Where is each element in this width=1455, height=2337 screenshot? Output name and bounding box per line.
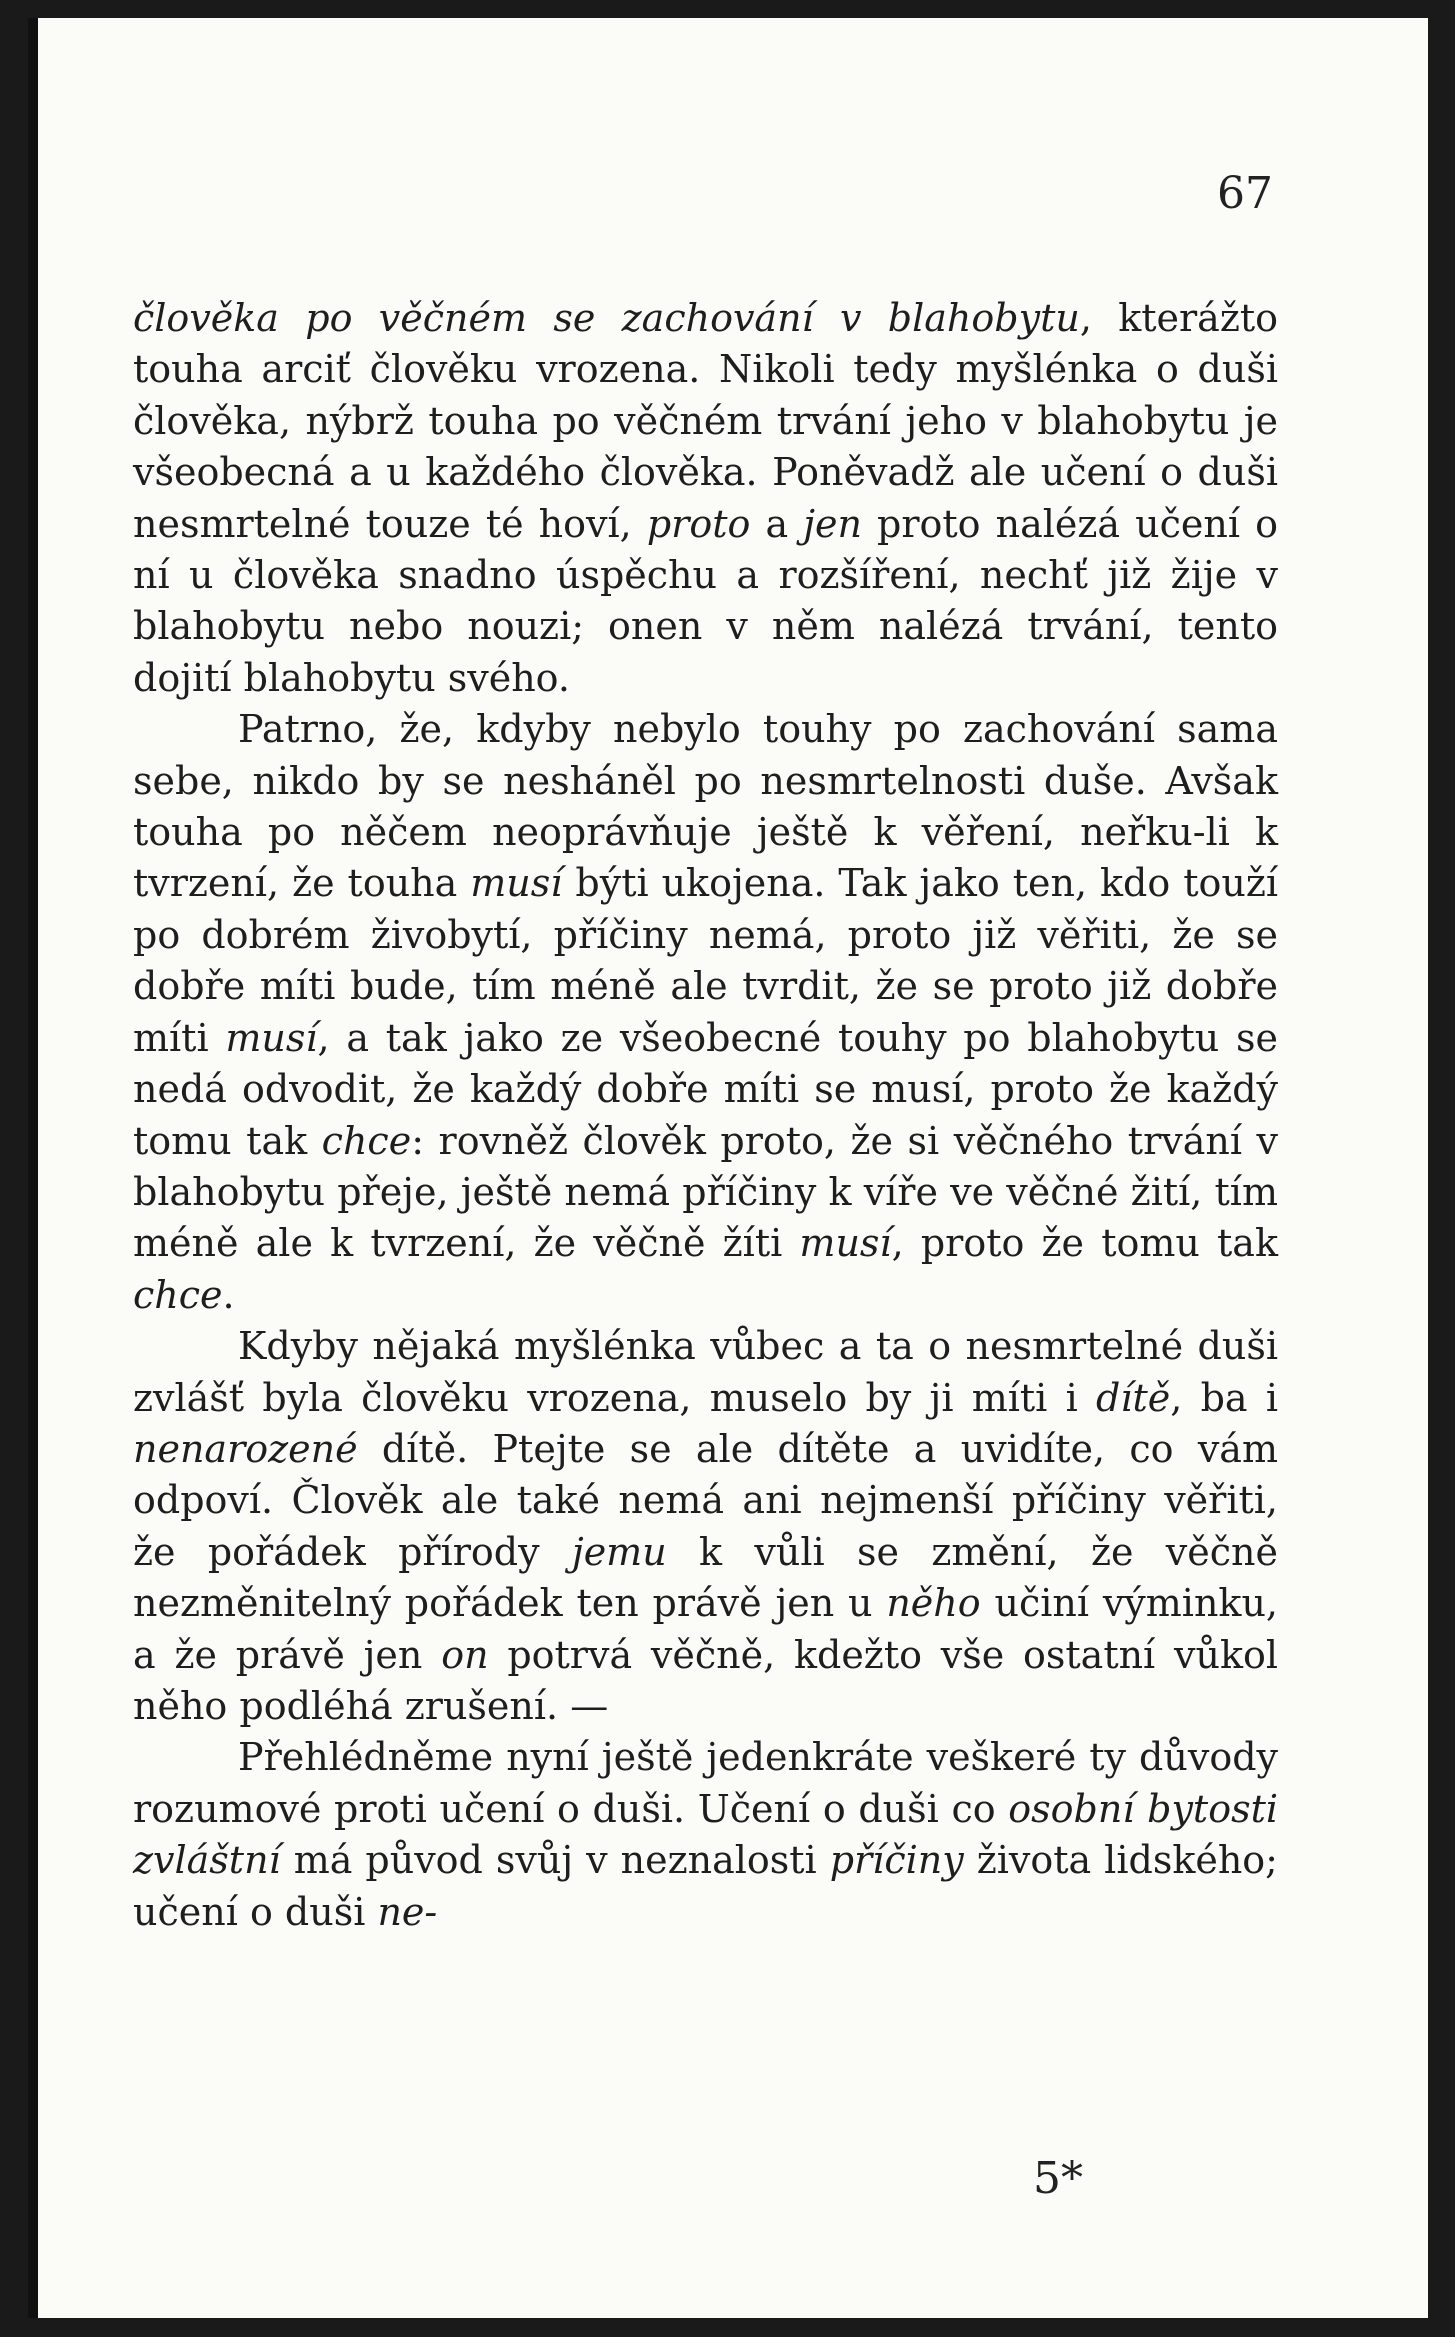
- italic-text: chce: [321, 1118, 412, 1163]
- paragraph: [133, 293, 1278, 704]
- italic-text: člověka po věčném se zachování v blahobytu: [133, 296, 1080, 340]
- text-run: dítě. Ptejte se ale dítěte a uvidíte, co vám odpoví. Člověk ale také nemá ani nejmenší příčiny věřiti, že pořádek přírody: [133, 1426, 1278, 1574]
- italic-text: osobní bytosti zvláštní: [133, 1786, 1278, 1883]
- text-run: proto nalézá učení o ní u člověka snadno úspěchu a rozšíření, nechť již žije v blahobytu nebo nouzi; onen v něm nalézá trvání, tento dojití blahobytu svého.: [133, 501, 1278, 700]
- text-run: , proto že tomu tak: [891, 1221, 1278, 1266]
- page-edge-rule: [28, 18, 38, 2318]
- italic-text: jemu: [571, 1529, 667, 1574]
- text-run: Přehlédněme nyní ještě jedenkráte veškeré ty důvody rozumové proti učení o duši. Učení o duši co: [133, 1735, 1278, 1831]
- italic-text: něho: [886, 1581, 981, 1626]
- text-run: učiní výminku, a že právě jen: [133, 1581, 1279, 1677]
- italic-text: dítě: [1096, 1375, 1171, 1420]
- text-run: .: [222, 1272, 235, 1317]
- text-run: Patrno, že, kdyby nebylo touhy po zachování sama sebe, nikdo by se nesháněl po nesmrtelnosti duše. Avšak touha po něčem neoprávňuje ještě k věření, neřku-li k tvrzení, že touha: [133, 707, 1278, 906]
- italic-text: musí: [799, 1221, 892, 1266]
- page-number: 67: [1217, 168, 1273, 219]
- text-run: života lidského; učení o duši: [133, 1838, 1278, 1934]
- italic-text: příčiny: [829, 1838, 964, 1883]
- italic-text: chce: [133, 1272, 223, 1317]
- text-run: a: [750, 501, 804, 546]
- italic-text: jen: [803, 501, 862, 546]
- text-run: , kterážto touha arciť člověku vrozena. Nikoli tedy myšlénka o duši člověka, nýbrž touha po věčném trvání jeho v blahobytu je všeobecná a u každého člověka. Poněvadž ale učení o duši nesmrtelné touze té hoví,: [133, 296, 1278, 546]
- italic-text: proto: [646, 501, 751, 546]
- italic-text: ne-: [377, 1889, 438, 1934]
- book-page: [28, 18, 1428, 2318]
- text-run: k vůli se změní, že věčně nezměnitelný pořádek ten právě jen u: [133, 1529, 1278, 1626]
- text-run: má původ svůj v neznalosti: [280, 1838, 830, 1883]
- body-text: [133, 293, 1278, 1938]
- italic-text: musí: [470, 861, 563, 906]
- text-run: : rovněž člověk proto, že si věčného trvání v blahobytu přeje, ještě nemá příčiny k víře ve věčné žití, tím méně ale k tvrzení, že věčně žíti: [133, 1118, 1278, 1266]
- text-run: býti ukojena. Tak jako ten, kdo touží po dobrém živobytí, příčiny nemá, proto již věřiti, že se dobře míti bude, tím méně ale tvrdit, že se proto již dobře míti: [133, 861, 1278, 1060]
- signature-mark: 5*: [1033, 2153, 1083, 2204]
- paragraph: [133, 704, 1278, 1321]
- italic-text: nenarozené: [133, 1426, 358, 1471]
- italic-text: musí: [225, 1015, 318, 1060]
- text-run: , a tak jako ze všeobecné touhy po blahobytu se nedá odvodit, že každý dobře míti se musí, proto že každý tomu tak: [133, 1015, 1278, 1163]
- paragraph: [133, 1321, 1278, 1732]
- text-run: , ba i: [1170, 1375, 1278, 1420]
- text-run: potrvá věčně, kdežto vše ostatní vůkol něho podléhá zrušení. —: [133, 1632, 1279, 1728]
- paragraph: [133, 1732, 1278, 1938]
- text-run: Kdyby nějaká myšlénka vůbec a ta o nesmrtelné duši zvlášť byla člověku vrozena, muselo by ji míti i: [133, 1324, 1278, 1420]
- italic-text: on: [441, 1632, 489, 1677]
